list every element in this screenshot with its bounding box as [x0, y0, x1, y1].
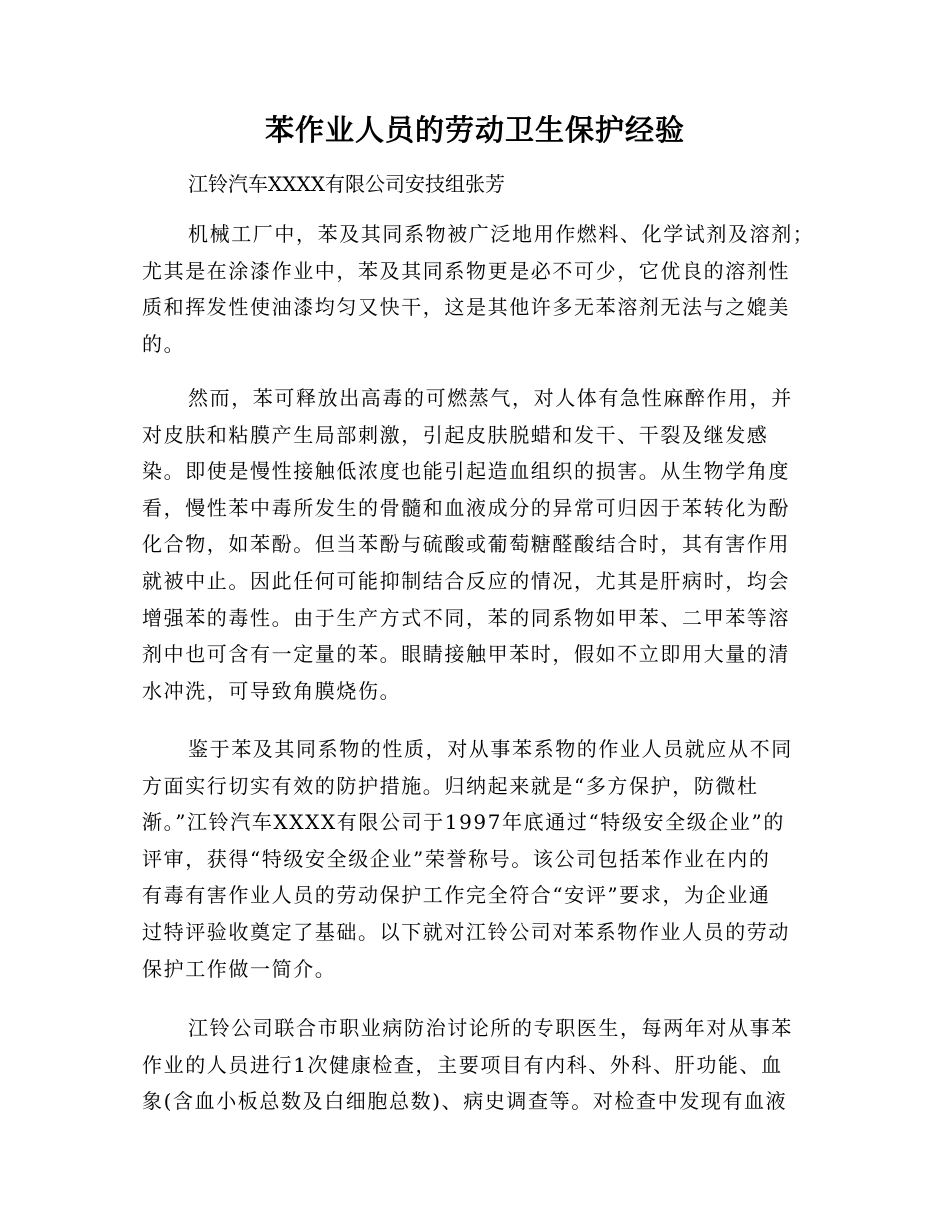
author-byline: 江铃汽车XXXX有限公司安技组张芳 — [188, 172, 505, 196]
paragraph-1 — [142, 216, 815, 362]
paragraph-line: 保护工作做一简介。 — [142, 956, 337, 981]
paragraph-line: 评审，获得“特级安全级企业”荣誉称号。该公司包括苯作业在内的 — [142, 846, 771, 871]
paragraph-line: 然而，苯可释放出高毒的可燃蒸气，对人体有急性麻醉作用，并 — [188, 386, 793, 410]
paragraph-line: 作业的人员进行1次健康检查，主要项目有内科、外科、肝功能、血 — [142, 1052, 783, 1077]
paragraph-line: 剂中也可含有一定量的苯。眼睛接触甲苯时，假如不立即用大量的清 — [142, 642, 790, 667]
paragraph-line: 染。即使是慢性接触低浓度也能引起造血组织的损害。从生物学角度 — [142, 459, 790, 484]
paragraph-line: 质和挥发性使油漆均匀又快干，这是其他许多无苯溶剂无法与之媲美 — [142, 295, 790, 320]
paragraph-line: 尤其是在涂漆作业中，苯及其同系物更是必不可少，它优良的溶剂性 — [142, 258, 790, 283]
paragraph-line: 象(含血小板总数及白细胞总数)、病史调查等。对检查中发现有血液 — [142, 1089, 788, 1114]
paragraph-line: 化合物，如苯酚。但当苯酚与硫酸或葡萄糖醛酸结合时，其有害作用 — [142, 532, 790, 557]
paragraph-line: 过特评验收奠定了基础。以下就对江铃公司对苯系物作业人员的劳动 — [142, 919, 790, 944]
paragraph-line: 的。 — [142, 331, 186, 356]
paragraph-2 — [142, 380, 812, 709]
document-title: 苯作业人员的劳动卫生保护经验 — [264, 113, 685, 147]
paragraph-3 — [142, 731, 812, 987]
paragraph-line: 机械工厂中，苯及其同系物被广泛地用作燃料、化学试剂及溶剂； — [188, 222, 815, 246]
paragraph-line: 增强苯的毒性。由于生产方式不同，苯的同系物如甲苯、二甲苯等溶 — [142, 605, 790, 630]
paragraph-line: 有毒有害作业人员的劳动保护工作完全符合“安评”要求，为企业通 — [142, 883, 771, 908]
paragraph-line: 江铃公司联合市职业病防治讨论所的专职医生，每两年对从事苯 — [188, 1016, 793, 1040]
paragraph-line: 看，慢性苯中毒所发生的骨髓和血液成分的异常可归因于苯转化为酚 — [142, 495, 790, 520]
paragraph-line: 鉴于苯及其同系物的性质，对从事苯系物的作业人员就应从不同 — [188, 737, 793, 761]
paragraph-line: 对皮肤和粘膜产生局部刺激，引起皮肤脱蜡和发干、干裂及继发感 — [142, 422, 769, 447]
paragraph-4 — [142, 1010, 812, 1120]
paragraph-line: 就被中止。因此任何可能抑制结合反应的情况，尤其是肝病时，均会 — [142, 568, 790, 593]
paragraph-line: 水冲洗，可导致角膜烧伤。 — [142, 678, 402, 703]
paragraph-line: 方面实行切实有效的防护措施。归纳起来就是“多方保护，防微杜 — [142, 773, 759, 798]
paragraph-line: 渐。”江铃汽车XXXX有限公司于1997年底通过“特级安全级企业”的 — [142, 810, 785, 835]
